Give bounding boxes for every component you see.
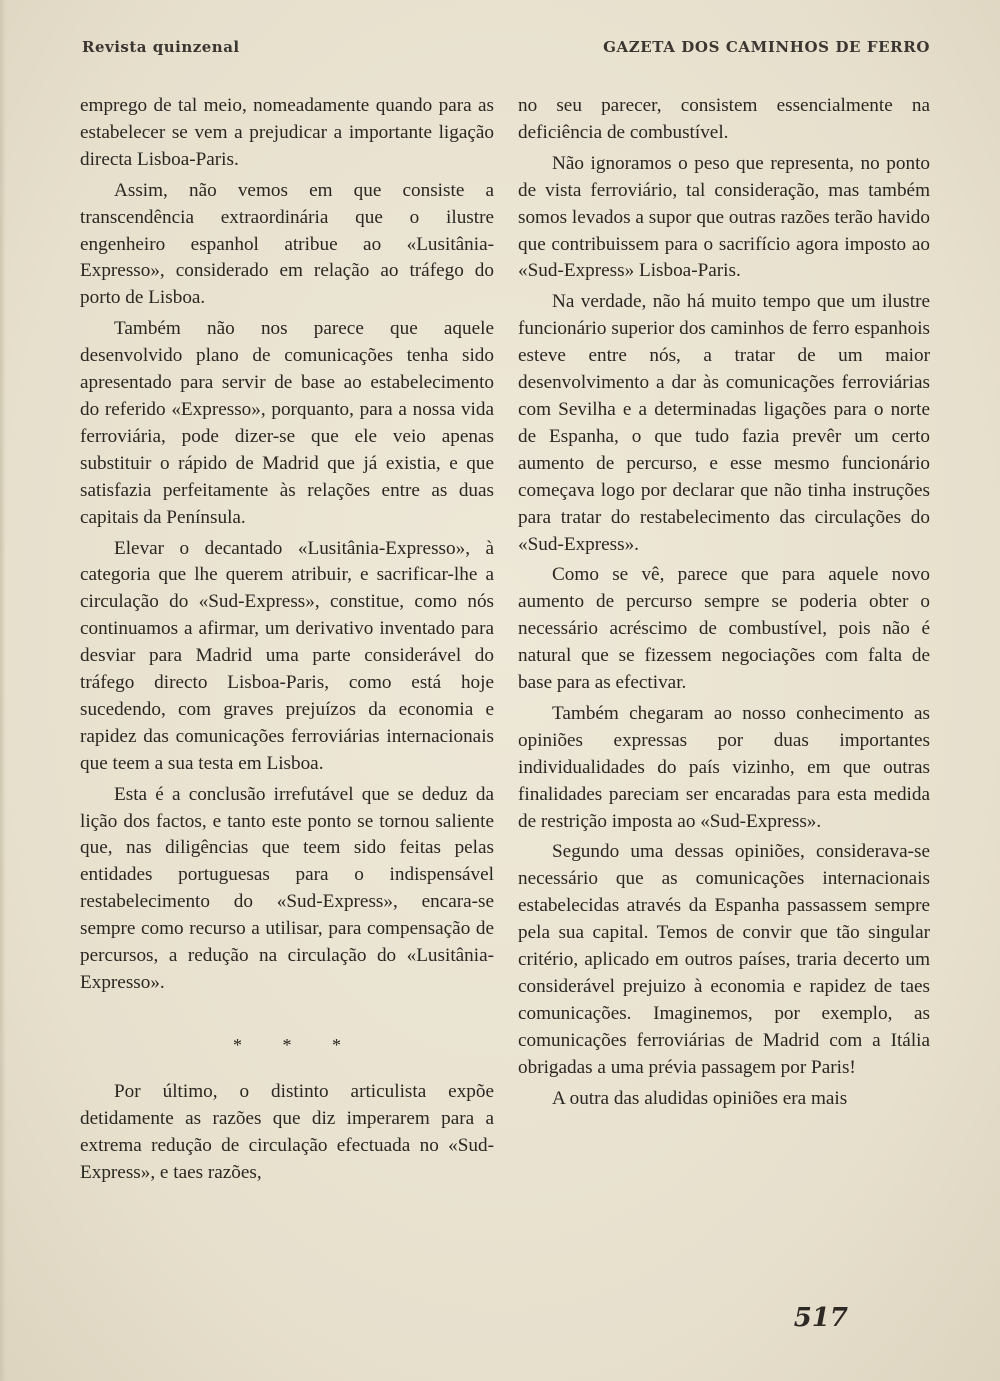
page-edge-shadow: [0, 0, 6, 1381]
paragraph: Também chegaram ao nosso conhecimento as opiniões expressas por duas importantes individualidades do país vizinho, em que outras finalidades pareciam ser encaradas para esta medida de restrição imposta ao «Sud-Express».: [518, 702, 930, 832]
page-number: 517: [793, 1303, 848, 1333]
paragraph: Segundo uma dessas opiniões, considerava-se necessário que as comunicações internacionais estabelecidas através da Espanha passassem sempre pela sua capital. Temos de convir que tão singular critério, aplicado em outros países, traria decerto um considerável prejuizo à economia e rapidez de taes comunicações. Imaginemos, por exemplo, as comunicações ferroviárias de Madrid com a Itália obrigadas a uma prévia passagem por Paris!: [518, 841, 930, 1078]
paragraph: Como se vê, parece que para aquele novo aumento de percurso sempre se poderia obter o necessário acréscimo de combustível, pois não é natural que se fizessem negociações com falta de base para as efectivar.: [518, 564, 930, 694]
paragraph: no seu parecer, consistem essencialmente na deficiência de combustível.: [518, 95, 930, 143]
left-column: [80, 93, 494, 1187]
paragraph: Esta é a conclusão irrefutável que se deduz da lição dos factos, e tanto este ponto se tornou saliente que, nas diligências que teem sido feitas pelas entidades portuguesas para o indispensável restabelecimento do «Sud-Express», encara-se sempre como recurso a utilisar, para compensação de percursos, a redução na circulação do «Lusitânia-Expresso».: [80, 783, 494, 993]
paragraph: Na verdade, não há muito tempo que um ilustre funcionário superior dos caminhos de ferro espanhois esteve entre nós, a tratar de um maior desenvolvimento a dar às comunicações ferroviárias com Sevilha e a determinadas ligações para o norte de Espanha, o que tudo fazia prevêr um certo aumento de percurso, e esse mesmo funcionário começava logo por declarar que não tinha instruções para tratar do restabelecimento das circulações do «Sud-Express».: [518, 291, 930, 555]
paragraph: Elevar o decantado «Lusitânia-Expresso», à categoria que lhe querem atribuir, e sacrificar-lhe a circulação do «Sud-Express», constitue, como nós continuamos a afirmar, um derivativo inventado para desviar para Madrid uma parte considerável do tráfego directo Lisboa-Paris, como está hoje sucedendo, com graves prejuízos da economia e rapidez das comunicações ferroviárias internacionais que teem a sua testa em Lisboa.: [80, 537, 494, 774]
section-separator: * * *: [233, 1034, 359, 1055]
running-header-left: Revista quinzenal: [82, 38, 240, 56]
paragraph: Assim, não vemos em que consiste a transcendência extraordinária que o ilustre engenheiro espanhol atribue ao «Lusitânia-Expresso», considerado em relação ao tráfego do porto de Lisboa.: [80, 179, 494, 309]
paragraph: emprego de tal meio, nomeadamente quando para as estabelecer se vem a prejudicar a importante ligação directa Lisboa-Paris.: [80, 95, 494, 170]
running-header-right: GAZETA DOS CAMINHOS DE FERRO: [603, 38, 930, 56]
right-column: [518, 93, 930, 1113]
paragraph: Também não nos parece que aquele desenvolvido plano de comunicações tenha sido apresentado para servir de base ao estabelecimento do referido «Expresso», porquanto, para a nossa vida ferroviária, pode dizer-se que ele veio apenas substituir o rápido de Madrid que já existia, e que satisfazia perfeitamente às relações entre as duas capitais da Península.: [80, 318, 494, 528]
paragraph: Não ignoramos o peso que representa, no ponto de vista ferroviário, tal consideração, mas também somos levados a supor que outras razões terão havido que contribuissem para o sacrifício agora imposto ao «Sud-Express» Lisboa-Paris.: [518, 152, 930, 282]
paragraph: A outra das aludidas opiniões era mais: [552, 1087, 848, 1109]
paragraph: Por último, o distinto articulista expõe detidamente as razões que diz imperarem para a extrema redução de circulação efectuada no «Sud-Express», e taes razões,: [80, 1080, 494, 1183]
